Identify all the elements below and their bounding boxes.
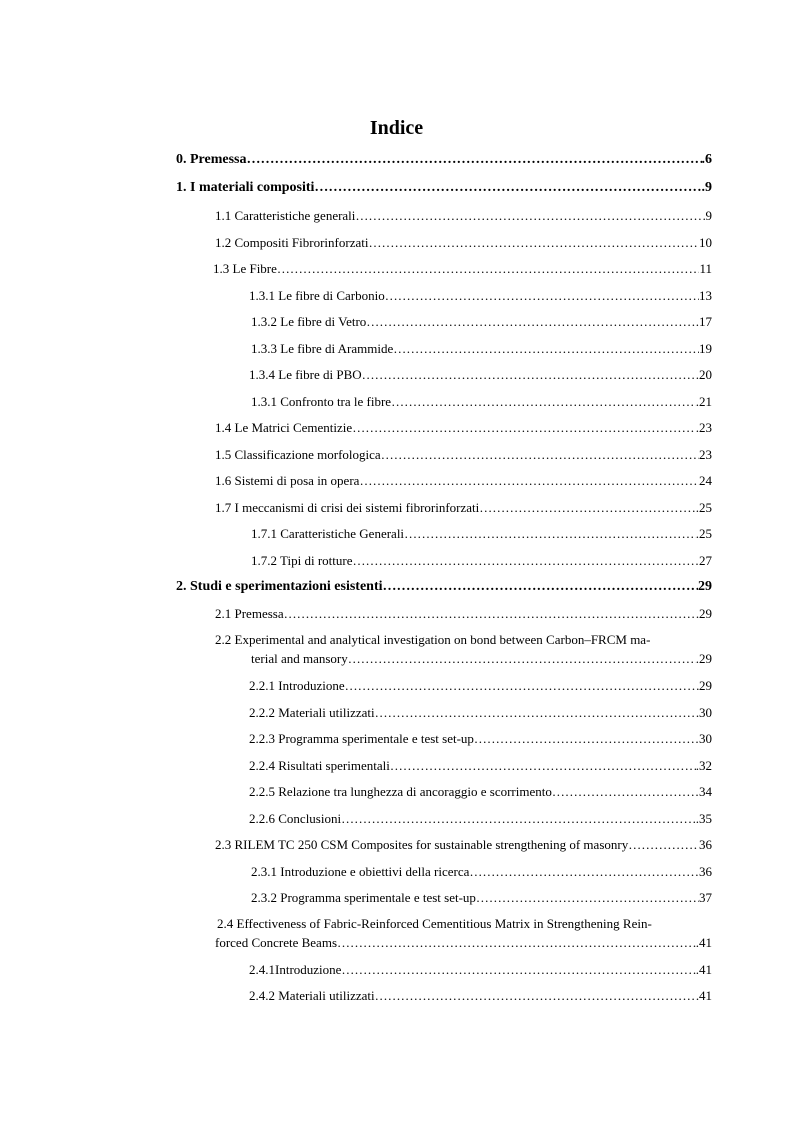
leader-dots	[393, 341, 699, 357]
leader-dots	[359, 473, 699, 489]
toc-entry-text: 1.3.1 Confronto tra le fibre	[251, 394, 392, 409]
toc-entry-1-3-2[interactable]	[251, 314, 712, 330]
toc-entry-text: 1.1 Caratteristiche generali	[215, 208, 356, 223]
toc-entry-2-2-3[interactable]	[249, 731, 712, 747]
toc-page-number: .21	[695, 394, 712, 409]
toc-page-number: 9	[705, 208, 712, 223]
toc-page-number: .25	[695, 500, 712, 515]
toc-entry-1-5[interactable]	[215, 447, 712, 463]
leader-dots	[355, 208, 705, 224]
toc-entry-text: 2. Studi e sperimentazioni esistenti	[176, 579, 383, 594]
toc-entry-text: 2.1 Premessa	[215, 606, 284, 621]
toc-entry-1-3-4[interactable]	[249, 367, 712, 383]
leader-dots	[352, 420, 696, 436]
toc-page-number: 19	[699, 341, 712, 356]
toc-page-number: .41	[695, 962, 712, 977]
toc-entry-2-4-1[interactable]	[249, 962, 712, 978]
toc-entry-2-4[interactable]	[215, 935, 712, 951]
leader-dots	[348, 651, 696, 667]
toc-page-number: .6	[701, 152, 712, 167]
leader-dots	[345, 678, 699, 694]
leader-dots	[247, 152, 702, 168]
toc-entry-2-2-6[interactable]	[249, 811, 712, 827]
toc-page-number: .23	[695, 420, 712, 435]
toc-entry-text: 1.4 Le Matrici Cementizie	[215, 420, 353, 435]
toc-page-number: .9	[701, 180, 712, 195]
leader-dots	[390, 758, 696, 774]
toc-page-number: .17	[695, 314, 712, 329]
toc-page-number: .29	[695, 651, 712, 666]
leader-dots	[353, 553, 700, 569]
toc-page-number: 30	[699, 731, 712, 746]
toc-entry-text: 2.2.1 Introduzione	[249, 678, 345, 693]
toc-page-number: 36	[699, 864, 712, 879]
toc-entry-2-2-4[interactable]	[249, 758, 712, 774]
toc-entry-text: 0. Premessa	[176, 152, 247, 167]
leader-dots	[277, 261, 700, 277]
toc-page-number: 29	[699, 606, 712, 621]
toc-entry-text: 1.3.3 Le fibre di Arammide	[251, 341, 394, 356]
toc-page-number: 34	[699, 784, 712, 799]
toc-entry-text: 1.3.2 Le fibre di Vetro	[251, 314, 367, 329]
toc-entry-2-3[interactable]	[215, 837, 712, 853]
toc-page-number: 13	[699, 288, 712, 303]
toc-entry-2-2[interactable]	[251, 651, 712, 667]
toc-entry-2-2-1[interactable]	[249, 678, 712, 694]
leader-dots	[404, 526, 696, 542]
toc-entry-text: 1.6 Sistemi di posa in opera	[215, 473, 360, 488]
toc-entry-2-2-5[interactable]	[249, 784, 712, 800]
toc-entry-2-2-2[interactable]	[249, 705, 712, 721]
toc-entry-1-6[interactable]	[215, 473, 712, 489]
leader-dots	[476, 890, 699, 906]
toc-entry-premessa[interactable]	[176, 152, 712, 168]
toc-entry-studi-sperimentazioni[interactable]	[176, 579, 712, 595]
leader-dots	[479, 500, 695, 516]
leader-dots	[383, 579, 699, 595]
toc-page-number: 37	[699, 890, 712, 905]
toc-entry-text: 1.5 Classificazione morfologica	[215, 447, 381, 462]
leader-dots	[391, 394, 696, 410]
toc-entry-materiali-compositi[interactable]	[176, 180, 712, 196]
toc-page-number: .35	[695, 811, 712, 826]
leader-dots	[368, 235, 699, 251]
toc-entry-2-3-2[interactable]	[251, 890, 712, 906]
toc-page-number: 10	[699, 235, 712, 250]
toc-page-number: 36	[699, 837, 712, 852]
toc-page-number: .32	[695, 758, 712, 773]
toc-entry-text: 2.4.1Introduzione	[249, 962, 342, 977]
toc-page-number: 29	[699, 678, 712, 693]
toc-entry-1-3-3[interactable]	[251, 341, 712, 357]
leader-dots	[474, 731, 699, 747]
leader-dots	[381, 447, 699, 463]
leader-dots	[366, 314, 695, 330]
toc-entry-text: 1.3.1 Le fibre di Carbonio	[249, 288, 385, 303]
leader-dots	[341, 962, 695, 978]
toc-entry-text: 2.3 RILEM TC 250 CSM Composites for sustainable strengthening of masonry	[215, 837, 629, 852]
toc-entry-text: 2.2.3 Programma sperimentale e test set-up	[249, 731, 474, 746]
leader-dots	[284, 606, 699, 622]
toc-entry-1-7-2[interactable]	[251, 553, 712, 569]
toc-entry-text: 1.3.4 Le fibre di PBO	[249, 367, 362, 382]
toc-entry-text: 2.3.1 Introduzione e obiettivi della ricerca	[251, 864, 470, 879]
toc-entry-text: 1.7.2 Tipi di rotture	[251, 553, 353, 568]
page-title: Indice	[369, 117, 424, 139]
toc-page-number: .20	[695, 367, 712, 382]
toc-page-number: 41	[699, 988, 712, 1003]
toc-entry-text: 1.2 Compositi Fibrorinforzati	[215, 235, 369, 250]
toc-page-number: 11	[699, 261, 712, 276]
leader-dots	[362, 367, 696, 383]
leader-dots	[314, 180, 701, 196]
toc-page-number: 29	[698, 579, 712, 594]
toc-entry-text: 2.2.4 Risultati sperimentali	[249, 758, 390, 773]
toc-entry-text: terial and mansory	[251, 651, 348, 666]
toc-entry-1-3[interactable]	[213, 261, 712, 277]
toc-page-number: 30	[699, 705, 712, 720]
leader-dots	[469, 864, 699, 880]
toc-entry-2-4-2[interactable]	[249, 988, 712, 1004]
toc-entry-text: 2.4.2 Materiali utilizzati	[249, 988, 375, 1003]
toc-entry-text: 1. I materiali compositi	[176, 180, 315, 195]
toc-entry-2-1[interactable]	[215, 606, 712, 622]
toc-entry-text: 2.2.6 Conclusioni	[249, 811, 342, 826]
leader-dots	[375, 988, 699, 1004]
leader-dots	[337, 935, 696, 951]
toc-entry-text: 2.2.2 Materiali utilizzati	[249, 705, 375, 720]
toc-entry-1-7[interactable]	[215, 500, 712, 516]
toc-entry-text: 1.7.1 Caratteristiche Generali	[251, 526, 405, 541]
toc-entry-1-3-confronto[interactable]	[251, 394, 712, 410]
toc-entry-1-7-1[interactable]	[251, 526, 712, 542]
toc-entry-text: forced Concrete Beams	[215, 935, 338, 950]
leader-dots	[628, 837, 699, 853]
toc-entry-2-3-1[interactable]	[251, 864, 712, 880]
toc-entry-2-2-line1[interactable]: 2.2 Experimental and analytical investigation on bond between Carbon–FRCM ma-	[215, 632, 651, 647]
toc-entry-1-3-1[interactable]	[249, 288, 712, 304]
leader-dots	[552, 784, 699, 800]
leader-dots	[375, 705, 699, 721]
toc-page-number: .41	[695, 935, 712, 950]
toc-entry-1-2[interactable]	[215, 235, 712, 251]
toc-entry-1-4[interactable]	[215, 420, 712, 436]
toc-entry-text: 2.3.2 Programma sperimentale e test set-up	[251, 890, 476, 905]
toc-page-number: 27	[699, 553, 712, 568]
toc-page-number: 24	[699, 473, 712, 488]
toc-entry-text: 2.2.5 Relazione tra lunghezza di ancoraggio e scorrimento	[249, 784, 552, 799]
toc-entry-2-4-line1[interactable]: 2.4 Effectiveness of Fabric-Reinforced Cementitious Matrix in Strengthening Rein-	[217, 916, 652, 931]
toc-page-number: 23	[699, 447, 712, 462]
leader-dots	[341, 811, 696, 827]
toc-entry-text: 1.7 I meccanismi di crisi dei sistemi fibrorinforzati	[215, 500, 480, 515]
toc-entry-text: 1.3 Le Fibre	[213, 261, 277, 276]
leader-dots	[385, 288, 699, 304]
toc-page-number: .25	[695, 526, 712, 541]
toc-entry-1-1[interactable]	[215, 208, 712, 224]
